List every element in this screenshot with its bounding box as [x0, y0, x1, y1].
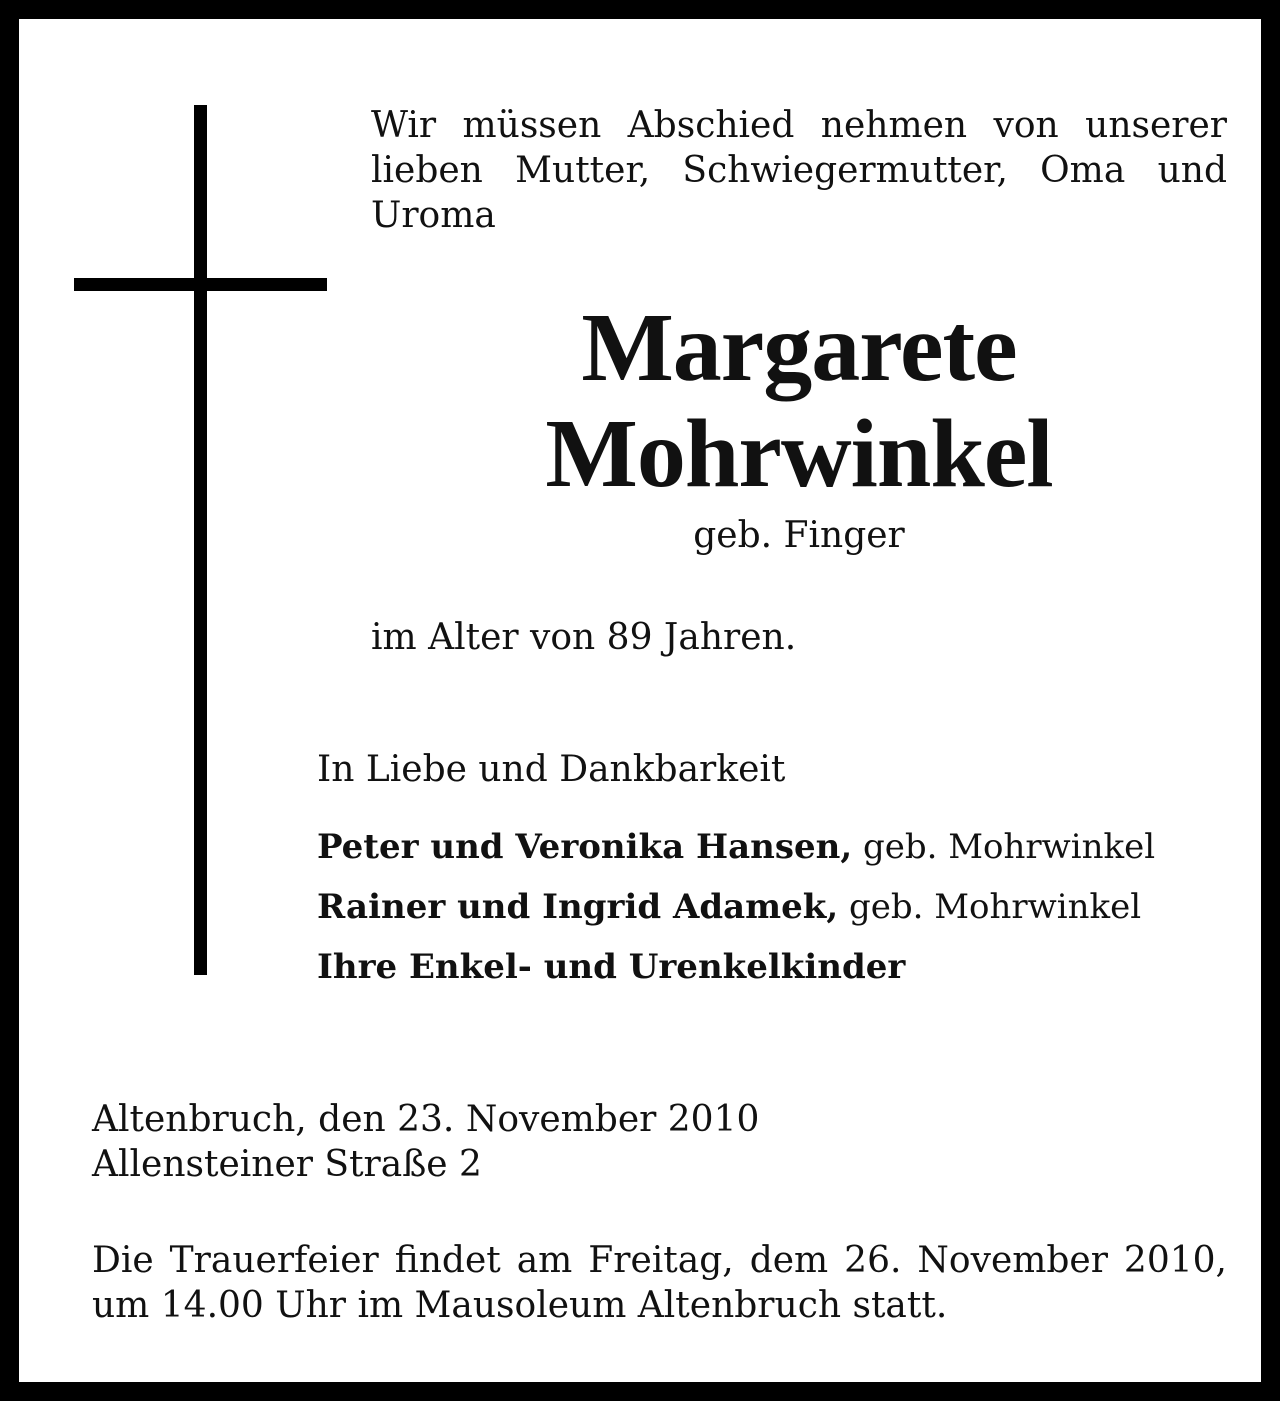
gratitude-line: In Liebe und Dankbarkeit — [317, 749, 786, 790]
place-and-address — [92, 1097, 759, 1187]
mourner-entry — [317, 817, 1232, 877]
mourners-list — [317, 817, 1232, 997]
cross-vertical-bar — [194, 105, 207, 975]
mourner-suffix: geb. Mohrwinkel — [838, 887, 1142, 927]
ceremony-info: Die Trauerfeier findet am Freitag, dem 26. November 2010, um 14.00 Uhr im Mausoleum Altenbruch statt. — [92, 1240, 1227, 1326]
mourner-suffix: geb. Mohrwinkel — [852, 827, 1156, 867]
age-text: im Alter von 89 Jahren. — [371, 617, 797, 658]
mourner-entry — [317, 877, 1232, 937]
mourner-name: Rainer und Ingrid Adamek, — [317, 887, 839, 927]
mourner-name: Peter und Veronika Hansen, — [317, 827, 853, 867]
deceased-name — [371, 295, 1227, 507]
place-date-line: Altenbruch, den 23. November 2010 — [92, 1099, 760, 1140]
birth-name: geb. Finger — [693, 515, 905, 556]
address-line: Allensteiner Straße 2 — [92, 1144, 482, 1185]
mourner-name: Ihre Enkel- und Urenkelkinder — [317, 947, 906, 987]
deceased-last-name: Mohrwinkel — [545, 400, 1053, 508]
deceased-first-name: Margarete — [581, 294, 1017, 402]
cross-horizontal-bar — [74, 278, 327, 291]
intro-text: Wir müssen Abschied nehmen von unserer lieben Mutter, Schwiegermutter, Oma und Uroma — [371, 105, 1227, 236]
mourner-entry — [317, 937, 1232, 997]
